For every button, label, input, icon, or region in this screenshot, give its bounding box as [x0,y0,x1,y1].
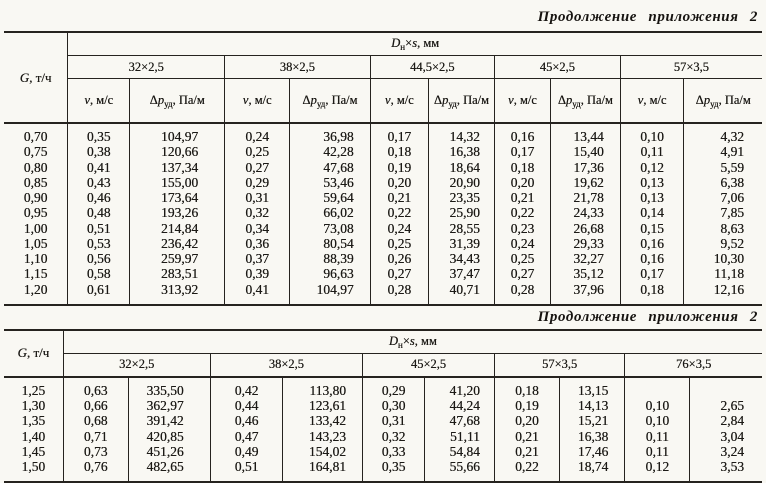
table-row [4,282,762,305]
cell: 0,27 [370,266,428,281]
cell: 0,17 [370,123,428,144]
cell: 80,54 [290,236,370,251]
cell: 1,50 [21,459,46,474]
cell: 66,02 [290,205,370,220]
cell: 8,63 [684,221,762,236]
cell: 0,85 [23,174,48,190]
v-unit: , м/с [513,93,537,107]
cell: 20,90 [428,175,494,190]
cell: 0,80 [23,159,48,175]
v-unit: , м/с [643,93,667,107]
p-subscript: уд [316,98,326,109]
p-symbol: p [565,92,573,107]
table-row [4,251,762,266]
delta-symbol: Δ [302,92,311,107]
pressure-drop-header [428,79,494,124]
v-symbol: v [384,93,391,107]
times-sign: × [402,333,410,348]
p-subscript: уд [572,98,581,109]
cell: 35,12 [550,266,620,281]
cell: 0,34 [225,221,290,236]
g-symbol: G [17,345,27,361]
velocity-header [225,79,290,124]
cell: 0,33 [363,444,425,459]
cell: 0,56 [68,251,130,266]
cell: 214,84 [130,221,225,236]
table-row [4,221,762,236]
v-unit: , м/с [248,93,272,107]
size-header: 44,5×2,5 [370,56,494,79]
table-row [4,377,762,398]
cell: 36,98 [290,123,370,144]
p-symbol: p [157,92,164,107]
cell: 0,32 [363,429,425,444]
d-symbol: D [391,36,401,50]
cell: 0,17 [620,266,684,281]
cell: 0,27 [225,160,290,175]
cell: 13,44 [550,123,620,144]
v-unit: , м/с [390,93,414,107]
cell: 0,73 [63,444,128,459]
delta-symbol: Δ [557,92,566,107]
size-header: 45×2,5 [363,353,495,377]
p-symbol: p [441,92,449,107]
cell: 0,19 [370,160,428,175]
d-unit: , мм [416,36,440,50]
col-header-diameter [63,330,762,354]
cell: 236,42 [130,236,225,251]
cell: 0,75 [23,144,48,160]
cell: 155,00 [130,175,225,190]
cell: 0,16 [620,251,684,266]
cell: 0,10 [620,123,684,144]
cell: 1,25 [21,382,46,398]
cell: 37,47 [428,266,494,281]
cell: 0,10 [625,413,690,428]
cell: 53,46 [290,175,370,190]
s-symbol: s [409,333,415,348]
cell: 32,27 [550,251,620,266]
cell: 0,18 [494,160,550,175]
cell: 0,20 [370,175,428,190]
cell: 88,39 [290,251,370,266]
cell: 0,51 [210,459,283,482]
cell: 420,85 [128,429,210,444]
size-header: 32×2,5 [68,56,225,79]
velocity-header [494,79,550,124]
cell: 0,51 [68,221,130,236]
continuation-title: Продолжение приложения 2 [537,9,758,25]
table-row [4,266,762,281]
cell: 3,53 [690,459,762,482]
cell: 0,21 [494,444,559,459]
table-row [4,459,762,482]
cell: 0,29 [363,377,425,398]
table-row [4,398,762,413]
p-symbol: p [310,92,317,107]
cell: 283,51 [130,266,225,281]
cell: 0,27 [494,266,550,281]
delta-symbol: Δ [695,92,704,107]
flow-table-2 [4,329,762,483]
cell: 0,22 [370,205,428,220]
cell: 0,13 [620,175,684,190]
cell: 173,64 [130,190,225,205]
cell: 0,38 [68,144,130,159]
table-row [4,205,762,220]
table-row [4,160,762,175]
d-symbol: D [388,333,398,348]
cell: 0,42 [210,377,283,398]
cell: 59,64 [290,190,370,205]
table-row [4,429,762,444]
cell: 0,18 [494,377,559,398]
p-subscript: уд [709,98,719,109]
cell: 0,35 [363,459,425,482]
cell: 19,62 [550,175,620,190]
cell: 482,65 [128,459,210,482]
cell: 0,68 [63,413,128,428]
cell: 14,13 [560,398,625,413]
cell: 0,35 [68,123,130,144]
cell: 0,44 [210,398,283,413]
cell: 0,32 [225,205,290,220]
cell: 0,41 [225,282,290,305]
cell: 25,90 [428,205,494,220]
delta-symbol: Δ [433,92,442,107]
table-row [4,413,762,428]
table-body [4,123,762,305]
pressure-drop-header [684,79,762,124]
size-header: 57×3,5 [620,56,762,79]
size-header: 38×2,5 [225,56,371,79]
cell: 17,46 [560,444,625,459]
col-header-g [4,330,63,377]
col-header-diameter [68,32,762,56]
cell: 137,34 [130,160,225,175]
cell: 0,25 [225,144,290,159]
table-row [4,236,762,251]
cell [625,377,690,398]
cell: 1,35 [21,413,46,429]
cell: 0,28 [494,282,550,305]
cell: 143,23 [283,429,363,444]
cell: 0,24 [225,123,290,144]
cell: 40,71 [428,282,494,305]
cell: 0,39 [225,266,290,281]
cell: 6,38 [684,175,762,190]
cell: 0,90 [23,190,48,205]
table-row [4,190,762,205]
cell: 0,31 [225,190,290,205]
cell: 0,18 [620,282,684,305]
cell: 104,97 [130,123,225,144]
cell: 0,30 [363,398,425,413]
cell: 0,17 [494,144,550,159]
cell: 0,19 [494,398,559,413]
cell: 0,48 [68,205,130,220]
g-symbol: G [19,69,30,85]
cell: 47,68 [425,413,495,428]
cell: 13,15 [560,377,625,398]
cell: 154,02 [283,444,363,459]
cell: 0,24 [370,221,428,236]
cell: 0,66 [63,398,128,413]
g-unit: , т/ч [26,345,50,361]
cell: 0,13 [620,190,684,205]
cell: 47,68 [290,160,370,175]
cell: 0,12 [625,459,690,482]
cell: 0,22 [494,205,550,220]
cell: 0,47 [210,429,283,444]
continuation-title: Продолжение приложения 2 [537,308,758,325]
cell: 0,53 [68,236,130,251]
cell: 4,91 [684,144,762,159]
cell: 73,08 [290,221,370,236]
cell: 9,52 [684,236,762,251]
s-symbol: s [412,36,417,50]
cell: 0,16 [494,123,550,144]
cell: 0,20 [494,413,559,428]
cell: 133,42 [283,413,363,428]
cell: 0,95 [23,205,48,221]
size-header: 45×2,5 [494,56,620,79]
p-symbol: p [703,92,710,107]
cell: 0,21 [370,190,428,205]
cell: 12,16 [684,282,762,305]
cell: 0,43 [68,175,130,190]
cell: 0,21 [494,190,550,205]
cell: 0,11 [620,144,684,159]
cell: 31,39 [428,236,494,251]
d-subscript: н [400,42,405,52]
cell: 0,63 [63,377,128,398]
dp-unit: , Па/м [718,92,751,107]
d-unit: , мм [414,333,437,348]
cell: 26,68 [550,221,620,236]
v-symbol: v [508,93,514,107]
cell: 1,20 [23,281,48,297]
cell: 0,11 [625,429,690,444]
cell: 391,42 [128,413,210,428]
times-sign: × [405,36,413,50]
pressure-drop-header [290,79,370,124]
cell: 11,18 [684,266,762,281]
cell: 1,30 [21,398,46,413]
cell: 21,78 [550,190,620,205]
cell: 3,24 [690,444,762,459]
cell: 0,23 [494,221,550,236]
cell: 3,04 [690,429,762,444]
cell: 2,84 [690,413,762,428]
cell: 0,18 [370,144,428,159]
cell: 37,96 [550,282,620,305]
cell: 113,80 [283,377,363,398]
cell: 7,06 [684,190,762,205]
cell: 0,14 [620,205,684,220]
cell: 55,66 [425,459,495,482]
table-body [4,377,762,483]
cell: 1,00 [23,220,48,236]
velocity-header [370,79,428,124]
cell: 17,36 [550,160,620,175]
v-unit: , м/с [89,93,114,107]
pressure-drop-header [550,79,620,124]
cell: 451,26 [128,444,210,459]
cell: 18,64 [428,160,494,175]
cell: 41,20 [425,377,495,398]
cell: 44,24 [425,398,495,413]
cell: 0,12 [620,160,684,175]
cell: 16,38 [428,144,494,159]
delta-symbol: Δ [149,92,158,107]
size-header: 57×3,5 [494,353,624,377]
cell: 1,05 [23,235,48,251]
cell: 0,49 [210,444,283,459]
cell: 0,58 [68,266,130,281]
cell: 4,32 [684,123,762,144]
cell: 34,43 [428,251,494,266]
cell: 1,45 [21,443,46,459]
table-row [4,123,762,144]
cell: 42,28 [290,144,370,159]
cell: 10,30 [684,251,762,266]
cell: 0,29 [225,175,290,190]
cell: 0,36 [225,236,290,251]
cell: 24,33 [550,205,620,220]
cell [690,377,762,398]
cell: 0,70 [23,129,48,144]
cell: 0,16 [620,236,684,251]
dp-unit: , Па/м [172,92,205,107]
cell: 0,41 [68,160,130,175]
v-symbol: v [637,93,644,107]
cell: 0,10 [625,398,690,413]
cell: 0,21 [494,429,559,444]
cell: 164,81 [283,459,363,482]
cell: 2,65 [690,398,762,413]
size-header: 38×2,5 [210,353,362,377]
cell: 16,38 [560,429,625,444]
cell: 7,85 [684,205,762,220]
p-subscript: уд [448,98,457,109]
cell: 0,37 [225,251,290,266]
g-unit: , т/ч [29,69,52,85]
table-row [4,144,762,159]
cell: 0,24 [494,236,550,251]
cell: 15,21 [560,413,625,428]
cell: 5,59 [684,160,762,175]
velocity-header [68,79,130,124]
dp-unit: , Па/м [325,92,358,107]
dp-unit: , Па/м [580,92,613,107]
cell: 193,26 [130,205,225,220]
cell: 362,97 [128,398,210,413]
cell: 335,50 [128,377,210,398]
cell: 1,15 [23,266,48,282]
velocity-header [620,79,684,124]
flow-table-1 [4,31,762,306]
cell: 96,63 [290,266,370,281]
cell: 0,20 [494,175,550,190]
pressure-drop-header [130,79,225,124]
p-subscript: уд [163,98,173,109]
cell: 28,55 [428,221,494,236]
cell: 29,33 [550,236,620,251]
v-symbol: v [242,93,249,107]
cell: 0,25 [370,236,428,251]
cell: 0,11 [625,444,690,459]
col-header-g [4,32,68,123]
cell: 0,28 [370,282,428,305]
cell: 14,32 [428,123,494,144]
cell: 259,97 [130,251,225,266]
cell: 0,61 [68,282,130,305]
cell: 1,10 [23,251,48,266]
size-header: 76×3,5 [625,353,762,377]
cell: 123,61 [283,398,363,413]
cell: 120,66 [130,144,225,159]
cell: 0,22 [494,459,559,482]
cell: 18,74 [560,459,625,482]
v-symbol: v [84,93,90,107]
dp-unit: , Па/м [456,92,489,107]
cell: 0,25 [494,251,550,266]
cell: 0,71 [63,429,128,444]
size-header: 32×2,5 [63,353,210,377]
cell: 0,31 [363,413,425,428]
cell: 51,11 [425,429,495,444]
cell: 15,40 [550,144,620,159]
cell: 0,26 [370,251,428,266]
cell: 54,84 [425,444,495,459]
cell: 104,97 [290,282,370,305]
cell: 0,46 [210,413,283,428]
cell: 1,40 [21,428,46,444]
d-subscript: н [397,339,403,350]
cell: 0,46 [68,190,130,205]
table-row [4,175,762,190]
cell: 313,92 [130,282,225,305]
table-row [4,444,762,459]
cell: 0,15 [620,221,684,236]
cell: 0,76 [63,459,128,482]
cell: 23,35 [428,190,494,205]
